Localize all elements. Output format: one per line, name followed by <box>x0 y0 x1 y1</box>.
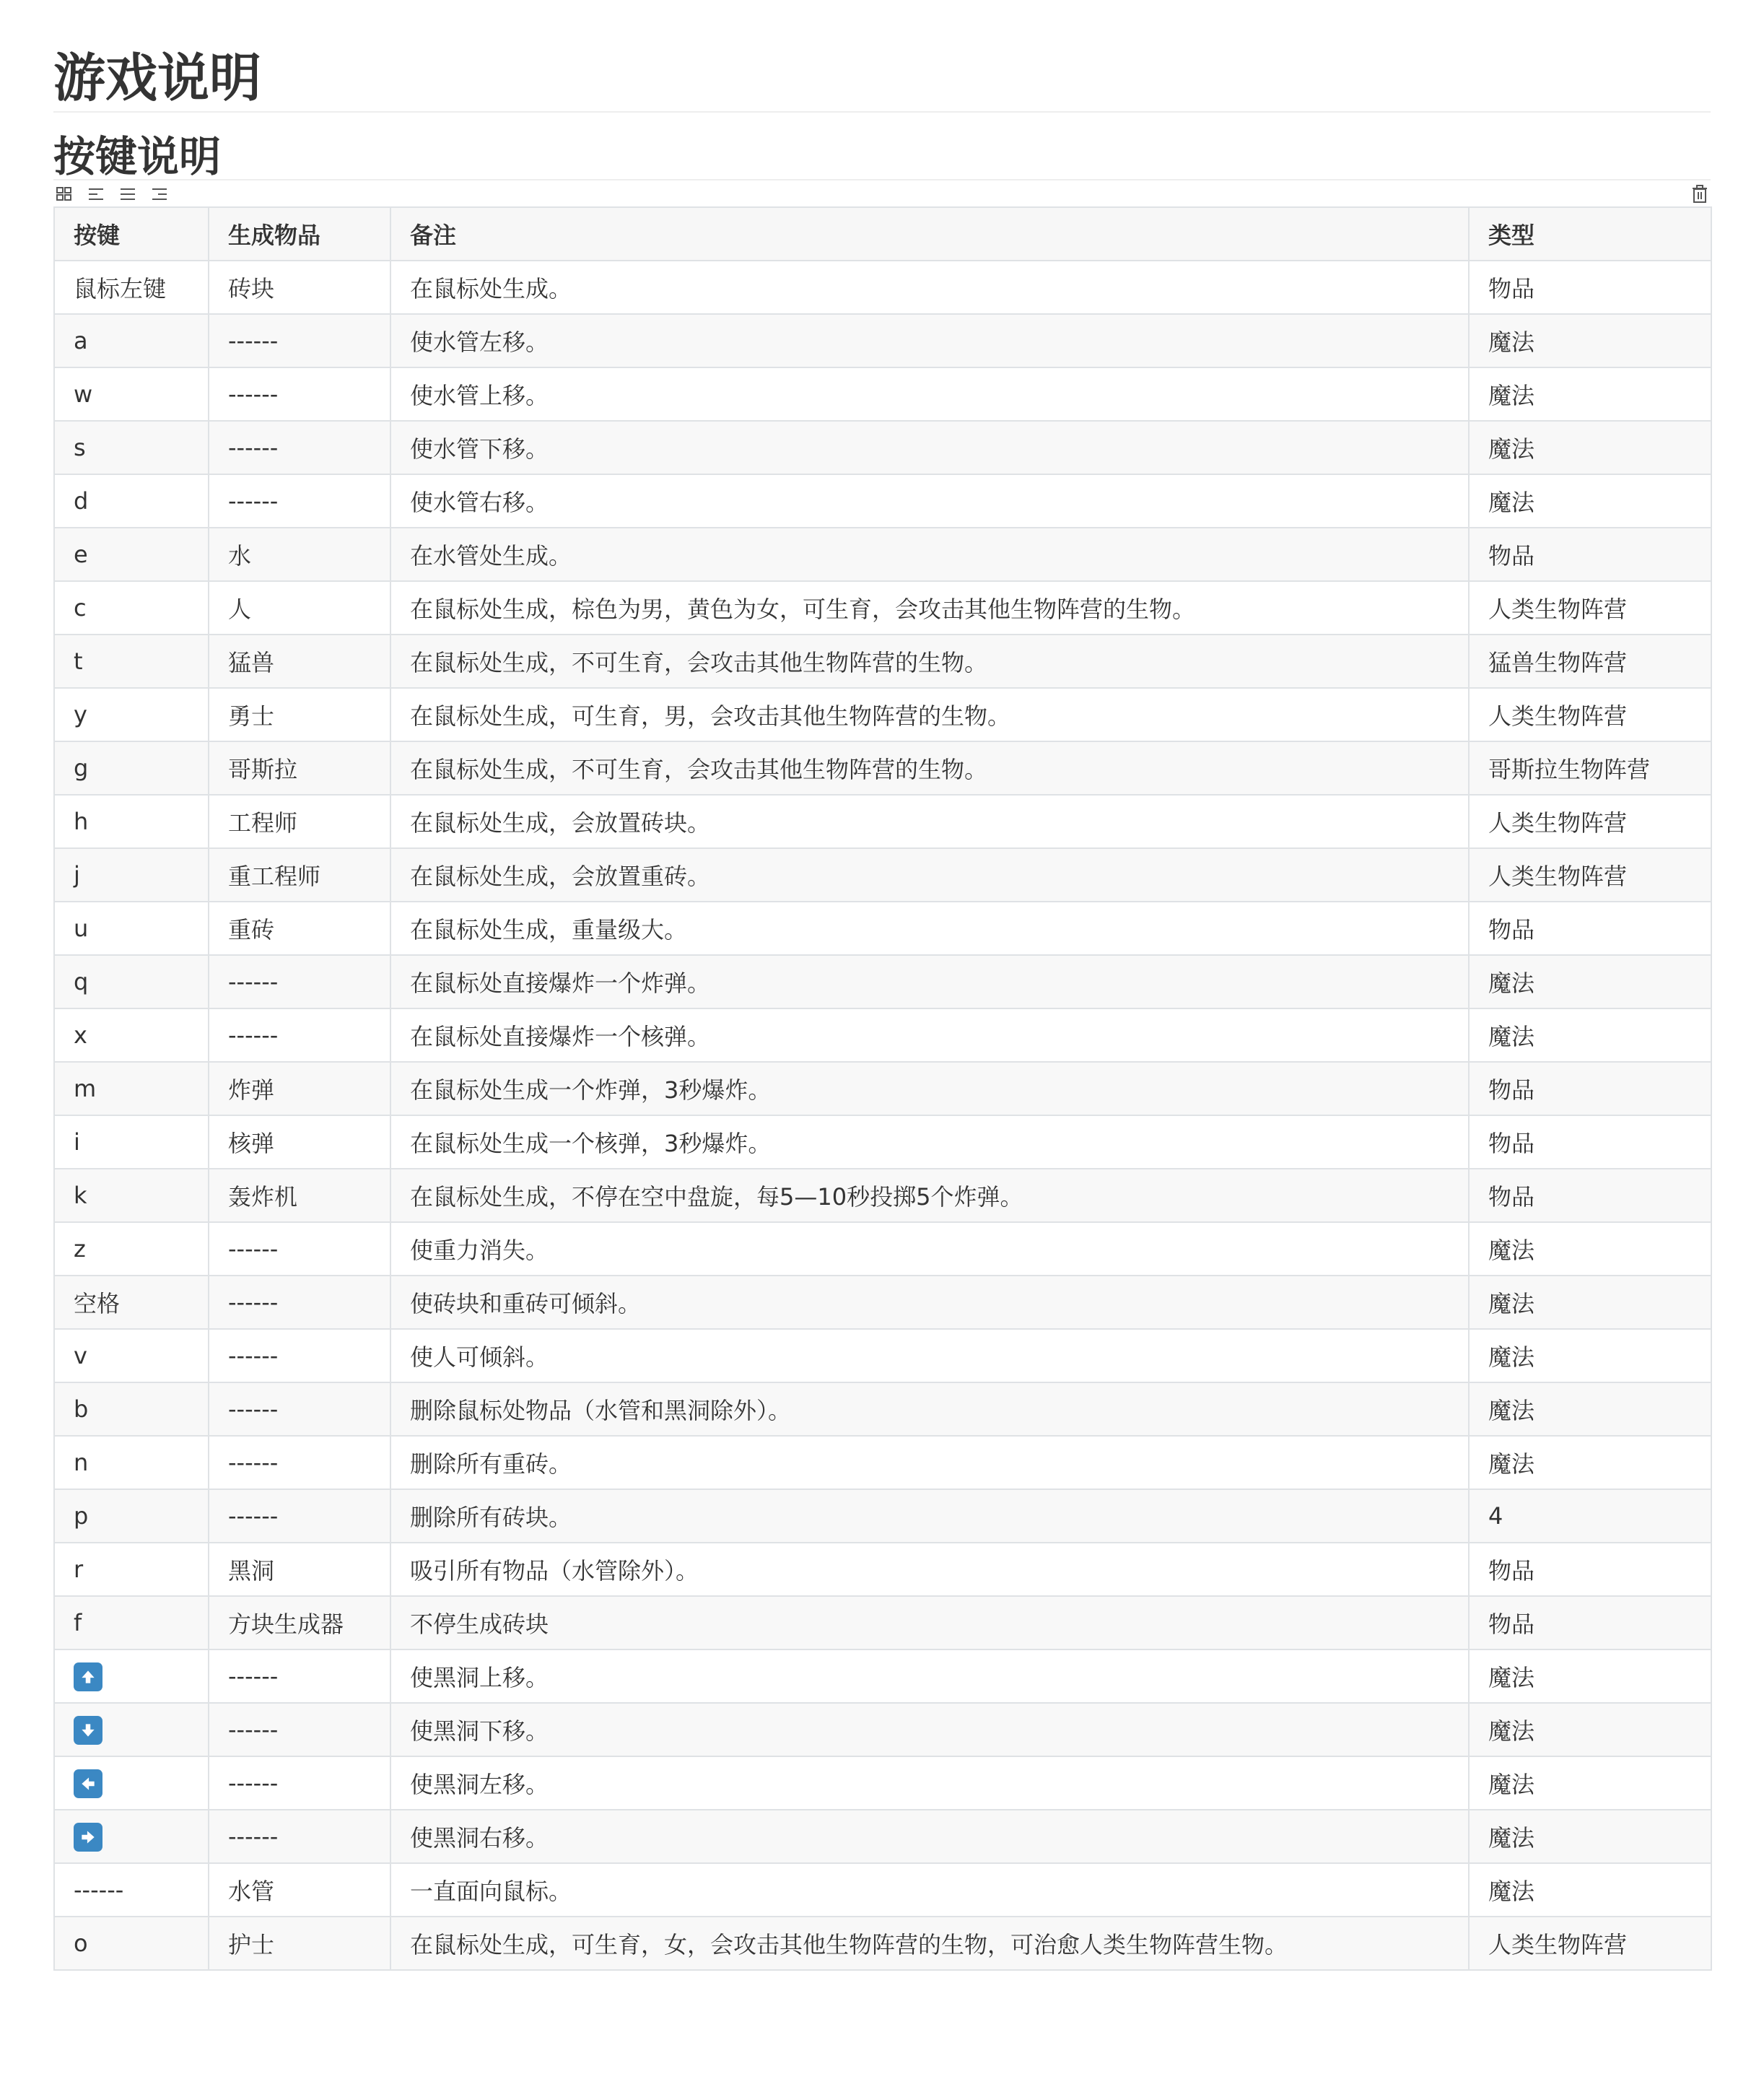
cell-key <box>54 1810 209 1863</box>
table-row <box>54 261 1711 314</box>
cell-note: 不停生成砖块 <box>390 1596 1469 1649</box>
align-right-icon[interactable] <box>149 183 170 205</box>
cell-key: v <box>54 1329 209 1382</box>
table-row <box>54 1276 1711 1329</box>
table-row <box>54 1543 1711 1596</box>
cell-type: 魔法 <box>1469 1649 1711 1703</box>
table-row <box>54 1062 1711 1115</box>
cell-type: 人类生物阵营 <box>1469 688 1711 741</box>
table-row <box>54 955 1711 1008</box>
cell-item: ------ <box>209 1703 390 1756</box>
cell-item: 人 <box>209 581 390 635</box>
cell-type: 魔法 <box>1469 1863 1711 1917</box>
table-row <box>54 1436 1711 1489</box>
cell-item: ------ <box>209 421 390 474</box>
cell-item: ------ <box>209 474 390 528</box>
table-row <box>54 1703 1711 1756</box>
cell-key: z <box>54 1222 209 1276</box>
cell-key: n <box>54 1436 209 1489</box>
cell-note: 在鼠标处生成，可生育，男，会攻击其他生物阵营的生物。 <box>390 688 1469 741</box>
cell-item: ------ <box>209 1810 390 1863</box>
cell-type: 魔法 <box>1469 314 1711 367</box>
cell-key: k <box>54 1169 209 1222</box>
cell-key: q <box>54 955 209 1008</box>
cell-key: y <box>54 688 209 741</box>
cell-type: 物品 <box>1469 528 1711 581</box>
cell-item: 方块生成器 <box>209 1596 390 1649</box>
arrow-left-icon <box>74 1769 102 1798</box>
table-row <box>54 1917 1711 1970</box>
cell-key: u <box>54 902 209 955</box>
table-row <box>54 1649 1711 1703</box>
page-title: 游戏说明 <box>53 0 1711 113</box>
cell-type: 魔法 <box>1469 1276 1711 1329</box>
cell-item: 轰炸机 <box>209 1169 390 1222</box>
cell-note: 使水管上移。 <box>390 367 1469 421</box>
table-row <box>54 902 1711 955</box>
cell-key: j <box>54 848 209 902</box>
cell-item: 重工程师 <box>209 848 390 902</box>
cell-type: 魔法 <box>1469 1008 1711 1062</box>
table-row <box>54 1489 1711 1543</box>
cell-note: 在鼠标处生成，会放置重砖。 <box>390 848 1469 902</box>
cell-key: 鼠标左键 <box>54 261 209 314</box>
cell-key: s <box>54 421 209 474</box>
cell-key: d <box>54 474 209 528</box>
cell-item: ------ <box>209 1756 390 1810</box>
cell-note: 使黑洞右移。 <box>390 1810 1469 1863</box>
cell-type: 魔法 <box>1469 1703 1711 1756</box>
cell-key: t <box>54 635 209 688</box>
table-row <box>54 848 1711 902</box>
cell-item: 黑洞 <box>209 1543 390 1596</box>
table-row <box>54 635 1711 688</box>
cell-item: 重砖 <box>209 902 390 955</box>
cell-note: 一直面向鼠标。 <box>390 1863 1469 1917</box>
table-toolbar <box>53 182 1711 206</box>
table-row <box>54 1008 1711 1062</box>
cell-type: 物品 <box>1469 902 1711 955</box>
cell-key: h <box>54 795 209 848</box>
cell-item: 水 <box>209 528 390 581</box>
header-type: 类型 <box>1469 207 1711 261</box>
table-row <box>54 1222 1711 1276</box>
section-title: 按键说明 <box>53 134 1711 180</box>
table-row <box>54 1115 1711 1169</box>
cell-note: 在鼠标处生成。 <box>390 261 1469 314</box>
cell-note: 删除所有砖块。 <box>390 1489 1469 1543</box>
header-key: 按键 <box>54 207 209 261</box>
cell-type: 物品 <box>1469 1115 1711 1169</box>
cell-note: 在鼠标处直接爆炸一个核弹。 <box>390 1008 1469 1062</box>
cell-item: ------ <box>209 1382 390 1436</box>
cell-item: 水管 <box>209 1863 390 1917</box>
cell-type: 魔法 <box>1469 955 1711 1008</box>
cell-type: 猛兽生物阵营 <box>1469 635 1711 688</box>
table-header-row <box>54 207 1711 261</box>
cell-type: 4 <box>1469 1489 1711 1543</box>
align-left-icon[interactable] <box>85 183 107 205</box>
grid-icon[interactable] <box>53 183 75 205</box>
cell-key: f <box>54 1596 209 1649</box>
arrow-down-icon <box>74 1716 102 1745</box>
cell-key: w <box>54 367 209 421</box>
cell-type: 哥斯拉生物阵营 <box>1469 741 1711 795</box>
cell-item: 哥斯拉 <box>209 741 390 795</box>
table-row <box>54 1756 1711 1810</box>
cell-item: ------ <box>209 314 390 367</box>
cell-note: 在鼠标处生成，会放置砖块。 <box>390 795 1469 848</box>
header-note: 备注 <box>390 207 1469 261</box>
cell-note: 在鼠标处生成，不停在空中盘旋，每5—10秒投掷5个炸弹。 <box>390 1169 1469 1222</box>
cell-note: 在鼠标处生成，棕色为男，黄色为女，可生育，会攻击其他生物阵营的生物。 <box>390 581 1469 635</box>
cell-item: ------ <box>209 1008 390 1062</box>
trash-icon[interactable] <box>1689 183 1711 205</box>
cell-type: 物品 <box>1469 1543 1711 1596</box>
cell-key: m <box>54 1062 209 1115</box>
cell-type: 物品 <box>1469 1596 1711 1649</box>
cell-item: 猛兽 <box>209 635 390 688</box>
cell-note: 使黑洞上移。 <box>390 1649 1469 1703</box>
cell-key: c <box>54 581 209 635</box>
cell-item: ------ <box>209 1436 390 1489</box>
cell-note: 使水管下移。 <box>390 421 1469 474</box>
cell-item: ------ <box>209 1276 390 1329</box>
cell-note: 使黑洞下移。 <box>390 1703 1469 1756</box>
table-row <box>54 1329 1711 1382</box>
cell-note: 使水管右移。 <box>390 474 1469 528</box>
cell-item: ------ <box>209 1649 390 1703</box>
table-row <box>54 1169 1711 1222</box>
cell-note: 吸引所有物品（水管除外）。 <box>390 1543 1469 1596</box>
cell-type: 魔法 <box>1469 1222 1711 1276</box>
table-row <box>54 795 1711 848</box>
cell-type: 人类生物阵营 <box>1469 795 1711 848</box>
cell-note: 在鼠标处生成，不可生育，会攻击其他生物阵营的生物。 <box>390 635 1469 688</box>
align-center-icon[interactable] <box>117 183 139 205</box>
cell-note: 删除所有重砖。 <box>390 1436 1469 1489</box>
cell-key: e <box>54 528 209 581</box>
cell-type: 魔法 <box>1469 367 1711 421</box>
table-row <box>54 1810 1711 1863</box>
cell-note: 使黑洞左移。 <box>390 1756 1469 1810</box>
cell-item: ------ <box>209 955 390 1008</box>
cell-type: 魔法 <box>1469 1810 1711 1863</box>
table-row <box>54 367 1711 421</box>
cell-type: 人类生物阵营 <box>1469 1917 1711 1970</box>
cell-type: 魔法 <box>1469 1382 1711 1436</box>
cell-note: 使重力消失。 <box>390 1222 1469 1276</box>
arrow-right-icon <box>74 1823 102 1852</box>
cell-type: 魔法 <box>1469 1756 1711 1810</box>
cell-key: i <box>54 1115 209 1169</box>
cell-note: 在鼠标处生成，不可生育，会攻击其他生物阵营的生物。 <box>390 741 1469 795</box>
cell-key: g <box>54 741 209 795</box>
cell-key <box>54 1649 209 1703</box>
arrow-up-icon <box>74 1662 102 1691</box>
cell-item: 勇士 <box>209 688 390 741</box>
cell-item: ------ <box>209 1329 390 1382</box>
table-row <box>54 528 1711 581</box>
cell-key <box>54 1756 209 1810</box>
cell-type: 物品 <box>1469 261 1711 314</box>
cell-note: 使人可倾斜。 <box>390 1329 1469 1382</box>
cell-item: ------ <box>209 1222 390 1276</box>
table-row <box>54 581 1711 635</box>
cell-key: a <box>54 314 209 367</box>
keys-table <box>53 206 1712 1971</box>
table-row <box>54 741 1711 795</box>
cell-type: 魔法 <box>1469 1329 1711 1382</box>
cell-note: 在水管处生成。 <box>390 528 1469 581</box>
cell-note: 在鼠标处生成一个炸弹，3秒爆炸。 <box>390 1062 1469 1115</box>
header-item: 生成物品 <box>209 207 390 261</box>
cell-note: 在鼠标处直接爆炸一个炸弹。 <box>390 955 1469 1008</box>
cell-note: 在鼠标处生成，可生育，女，会攻击其他生物阵营的生物，可治愈人类生物阵营生物。 <box>390 1917 1469 1970</box>
cell-key: 空格 <box>54 1276 209 1329</box>
cell-item: 砖块 <box>209 261 390 314</box>
cell-key: r <box>54 1543 209 1596</box>
cell-type: 物品 <box>1469 1169 1711 1222</box>
cell-type: 魔法 <box>1469 474 1711 528</box>
table-row <box>54 1382 1711 1436</box>
table-row <box>54 474 1711 528</box>
cell-note: 在鼠标处生成，重量级大。 <box>390 902 1469 955</box>
cell-key <box>54 1703 209 1756</box>
table-row <box>54 688 1711 741</box>
cell-item: 炸弹 <box>209 1062 390 1115</box>
cell-note: 使水管左移。 <box>390 314 1469 367</box>
cell-key: x <box>54 1008 209 1062</box>
cell-item: 工程师 <box>209 795 390 848</box>
table-row <box>54 314 1711 367</box>
cell-type: 魔法 <box>1469 1436 1711 1489</box>
cell-note: 删除鼠标处物品（水管和黑洞除外）。 <box>390 1382 1469 1436</box>
cell-key: ------ <box>54 1863 209 1917</box>
cell-type: 人类生物阵营 <box>1469 581 1711 635</box>
cell-item: 核弹 <box>209 1115 390 1169</box>
table-row <box>54 421 1711 474</box>
cell-item: 护士 <box>209 1917 390 1970</box>
table-row <box>54 1596 1711 1649</box>
table-body <box>54 261 1711 1970</box>
cell-type: 魔法 <box>1469 421 1711 474</box>
cell-type: 物品 <box>1469 1062 1711 1115</box>
table-row <box>54 1863 1711 1917</box>
cell-key: o <box>54 1917 209 1970</box>
cell-note: 在鼠标处生成一个核弹，3秒爆炸。 <box>390 1115 1469 1169</box>
cell-key: p <box>54 1489 209 1543</box>
cell-key: b <box>54 1382 209 1436</box>
cell-type: 人类生物阵营 <box>1469 848 1711 902</box>
cell-note: 使砖块和重砖可倾斜。 <box>390 1276 1469 1329</box>
cell-item: ------ <box>209 367 390 421</box>
cell-item: ------ <box>209 1489 390 1543</box>
